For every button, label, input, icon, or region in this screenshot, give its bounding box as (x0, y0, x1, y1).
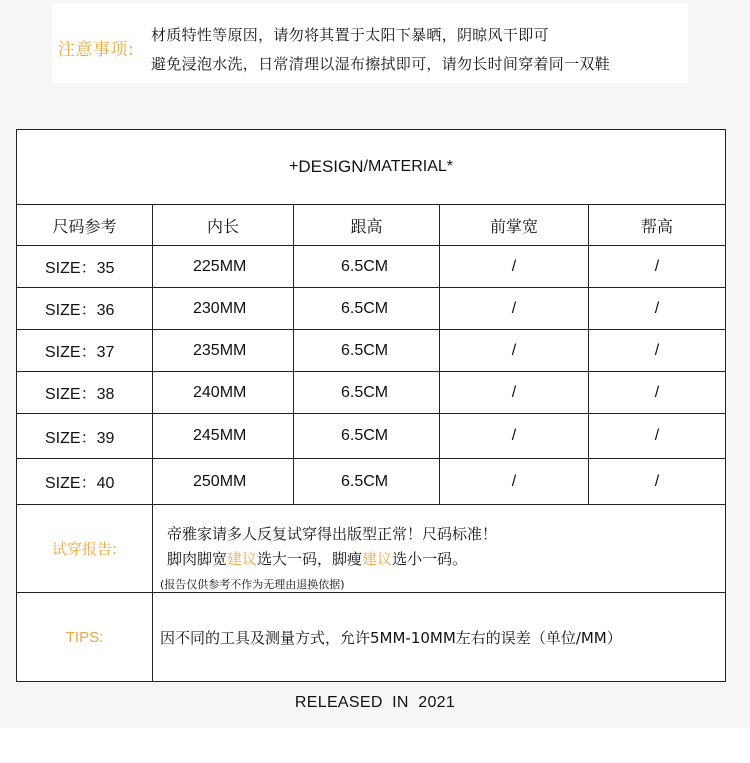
cell-heel: 6.5CM (294, 246, 440, 287)
design-rest: /MATERIAL* (363, 158, 454, 175)
cell-length: 245MM (153, 414, 294, 458)
cell-size: SIZE：38 (17, 372, 153, 413)
suggestion-highlight: 建议 (227, 550, 258, 568)
fit-report-section (17, 505, 725, 593)
cell-upper: / (654, 472, 660, 490)
released-year: RELEASED IN 2021 (294, 694, 456, 711)
tips-text: 因不同的工具及测量方式，允许5MM-10MM左右的误差（单位/MM） (160, 629, 622, 647)
cell-forefoot: / (440, 372, 589, 413)
fit-report-line-2-part-b: 选大一码，脚瘦 (257, 550, 363, 568)
suggestion-highlight: 建议 (362, 550, 393, 568)
tips-label: TIPS: (17, 593, 153, 681)
cell-size: SIZE：36 (17, 288, 153, 329)
cell-upper: / (654, 383, 660, 401)
tips-section (17, 593, 725, 681)
cell-length: 235MM (153, 330, 294, 371)
design-prefix: + (288, 158, 299, 175)
table-row (17, 459, 725, 505)
header-size: 尺码参考 (17, 205, 153, 245)
table-row (17, 288, 725, 330)
table-row (17, 414, 725, 459)
fit-report-line-1: 帝雅家请多人反复试穿得出版型正常！尺码标准！ (167, 525, 498, 543)
notice-box (52, 3, 688, 83)
notice-line-1: 材质特性等原因，请勿将其置于太阳下暴晒，阴晾风干即可 (151, 26, 549, 44)
table-row (17, 372, 725, 414)
cell-length: 230MM (153, 288, 294, 329)
cell-forefoot: / (440, 246, 589, 287)
header-inner-length: 内长 (153, 205, 294, 245)
cell-size: SIZE：35 (17, 246, 153, 287)
cell-upper: / (654, 341, 660, 359)
cell-upper: / (654, 427, 660, 444)
cell-length: 250MM (153, 459, 294, 504)
cell-length: 240MM (153, 372, 294, 413)
header-forefoot-width: 前掌宽 (440, 205, 589, 245)
table-row (17, 330, 725, 372)
cell-size: SIZE：40 (17, 459, 153, 504)
notice-label: 注意事项: (58, 40, 135, 60)
notice-line-2: 避免浸泡水洗，日常清理以湿布擦拭即可，请勿长时间穿着同一双鞋 (151, 55, 611, 73)
cell-size: SIZE：37 (17, 330, 153, 371)
cell-forefoot: / (440, 288, 589, 329)
fit-report-label: 试穿报告: (17, 505, 153, 592)
cell-length: 225MM (153, 246, 294, 287)
fit-report-line-2-part-a: 脚肉脚宽 (167, 550, 228, 568)
cell-upper: / (654, 257, 660, 275)
design-material-title (17, 130, 725, 205)
fit-report-line-2-part-c: 选小一码。 (392, 550, 468, 568)
header-upper-height: 帮高 (640, 216, 673, 236)
cell-heel: 6.5CM (294, 459, 440, 504)
cell-upper: / (654, 299, 660, 317)
cell-forefoot: / (440, 330, 589, 371)
cell-heel: 6.5CM (294, 414, 440, 458)
cell-heel: 6.5CM (294, 288, 440, 329)
design-word: DESIGN (298, 157, 364, 176)
cell-forefoot: / (440, 459, 589, 504)
cell-size: SIZE：39 (17, 414, 153, 458)
cell-forefoot: / (440, 414, 589, 458)
cell-heel: 6.5CM (294, 330, 440, 371)
header-heel-height: 跟高 (294, 205, 440, 245)
size-table (16, 129, 726, 682)
fit-report-line-2 (167, 548, 467, 569)
table-row (17, 246, 725, 288)
table-header-row (17, 205, 725, 246)
cell-heel: 6.5CM (294, 372, 440, 413)
fit-report-disclaimer: (报告仅供参考不作为无理由退换依据) (160, 578, 345, 591)
